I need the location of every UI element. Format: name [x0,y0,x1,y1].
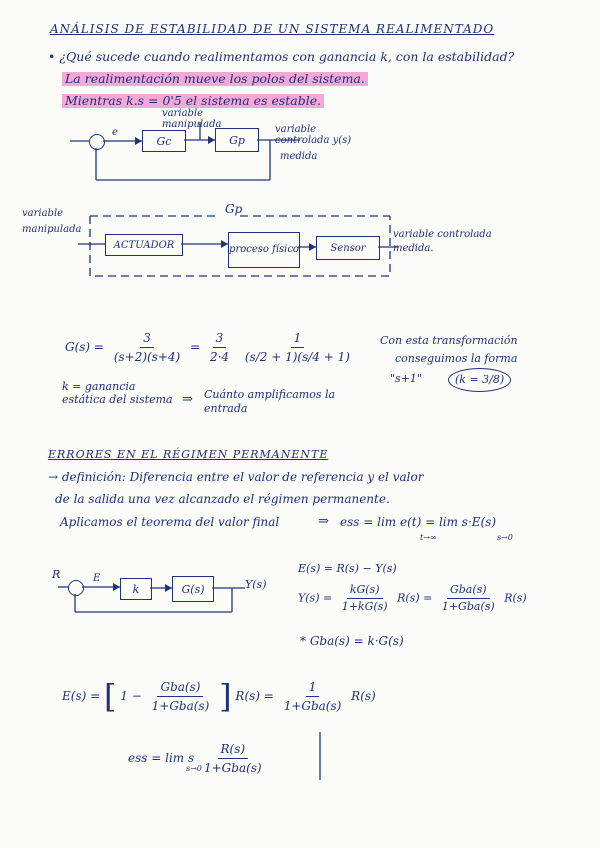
errors-definition-2: de la salida una vez alcanzado el régimen permanente. [55,492,390,506]
implies-arrow-2: ⇒ [318,514,329,529]
eq5-lhs: ess = lim [128,751,185,765]
eq4-den-1: 1+Gba(s) [151,699,210,713]
errors-definition-1: → definición: Diferencia entre el valor de referencia y el valor [48,470,424,484]
tf-lhs: G(s) = [65,340,104,354]
equation-gba: * Gba(s) = k·G(s) [300,634,404,648]
eq4-num-1: Gba(s) [157,678,203,697]
tf-note-2: conseguimos la forma [395,352,518,365]
diagram3-label-r: R [52,568,61,581]
eq5-den: 1+Gba(s) [203,761,262,775]
implies-arrow-1: ⇒ [182,392,193,407]
highlight-line-1: La realimentación mueve los polos del sistema. [62,72,368,86]
page-title: ANÁLISIS DE ESTABILIDAD DE UN SISTEMA REALIMENTADO [50,22,495,36]
plant-block-gp: Gp [215,128,259,152]
diagram2-label-left: variable manipulada [22,208,82,235]
eq2-num-2: Gba(s) [447,582,490,599]
diagram1-label-measured: medida [280,151,318,162]
plant-block-g: G(s) [172,576,214,602]
tf-f2-num: 3 [213,329,227,348]
eq2-mid: R(s) = [397,591,433,605]
diagram1-label-e: e [112,127,118,138]
eq5-num: R(s) [218,740,249,759]
errors-heading: ERRORES EN EL RÉGIMEN PERMANENTE [48,448,329,461]
eq4-rhs: R(s) [351,689,376,703]
tf-f1-den: (s+2)(s+4) [113,350,181,364]
diagram1-label-manipulated: variable manipulada [162,108,222,130]
diagram3-label-e: E [93,573,101,584]
tf-f2-den: 2·4 [209,350,230,364]
eq2-lhs: Y(s) = [298,591,333,605]
gain-note: Cuánto amplificamos la entrada [204,388,336,415]
highlight-line-2: Mientras k.s = 0'5 el sistema es estable. [62,94,324,108]
question-text: • ¿Qué sucede cuando realimentamos con ganancia k, con la estabilidad? [48,49,515,64]
apply-theorem: Aplicamos el teorema del valor final [60,515,280,529]
gain-block-k: k [120,578,152,600]
eq2-den-1: 1+kG(s) [341,600,388,613]
eq4-one: 1 − [120,689,142,703]
eq4-mid: R(s) = [235,689,274,703]
eq4-den-2: 1+Gba(s) [283,699,342,713]
equation-error: E(s) = R(s) − Y(s) [298,562,397,575]
eq2-rhs: R(s) [504,591,527,605]
gain-label: k = ganancia estática del sistema [62,380,173,406]
tf-f1-num: 3 [140,329,154,348]
eq2-num-1: kG(s) [347,582,383,599]
ess-formula: ess = lim e(t) = lim s·E(s) [340,515,497,529]
circled-gain: (k = 3/8) [448,368,511,392]
tf-f3-num: 1 [291,329,305,348]
tf-note-3: "s+1" [390,372,422,385]
equation-e-of-s: E(s) = [ 1 − $\frac{\text{Gba(s)}}{\text{1+Gba(s)}}$ ] R(s) = $\frac{1}{\text{1+Gba(s)}}$ R(s) [62,677,376,716]
ess-subscript-s: s→0 [497,533,513,542]
ess-subscript-t: t→∞ [420,533,437,542]
eq5-subscript: s→0 [186,764,202,773]
diagram3-label-y: Y(s) [245,578,267,591]
eq5-s: s [187,751,195,765]
diagram2-label-right: variable controlada medida. [393,229,492,254]
actuator-block: ACTUADOR [105,234,183,256]
eq4-num-2: 1 [306,678,320,697]
tf-note-1: Con esta transformación [380,334,518,347]
tf-f3-den: (s/2 + 1)(s/4 + 1) [244,350,350,364]
controller-block-gc: Gc [142,130,186,152]
process-block: proceso físico [228,232,300,268]
diagram2-label-gp: Gp [225,202,243,216]
eq2-den-2: 1+Gba(s) [441,600,495,613]
diagram1-label-controlled: variable controlada y(s) [275,124,352,146]
eq4-lhs: E(s) = [62,689,101,703]
sensor-block: Sensor [316,236,380,260]
tf-eq-1: = [190,340,201,354]
